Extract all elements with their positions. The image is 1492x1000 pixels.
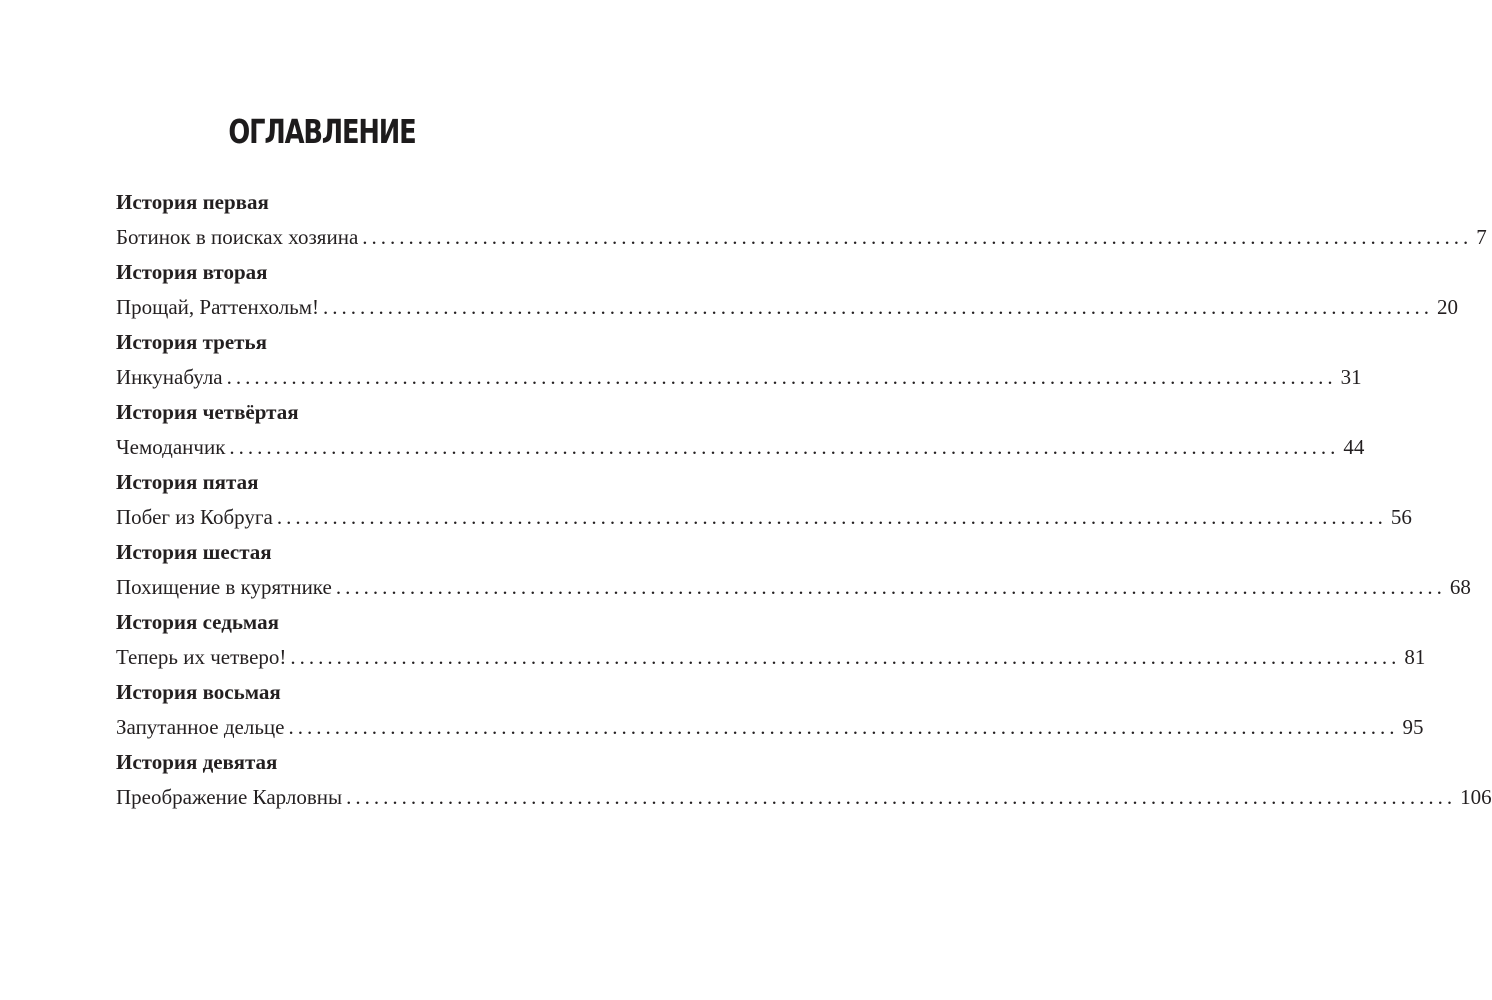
entry-title: Ботинок в поисках хозяина (116, 225, 359, 249)
toc-story (116, 185, 1487, 255)
table-of-contents (116, 185, 1492, 815)
story-heading: История четвёртая (116, 400, 299, 424)
page-number: 95 (1402, 715, 1424, 739)
page-number: 44 (1343, 435, 1365, 459)
toc-story (116, 675, 1424, 745)
story-heading: История вторая (116, 260, 268, 284)
page-number: 106 (1460, 785, 1492, 809)
dot-leader: ........................................................................................................................ (276, 505, 1387, 529)
page-number: 7 (1476, 225, 1487, 249)
toc-entry[interactable] (116, 220, 1487, 254)
story-heading: История девятая (116, 750, 278, 774)
toc-entry[interactable] (116, 570, 1471, 604)
toc-entry[interactable] (116, 290, 1459, 324)
page-number: 20 (1437, 295, 1459, 319)
toc-story (116, 745, 1492, 815)
story-heading: История восьмая (116, 680, 281, 704)
entry-title: Теперь их четверо! (116, 645, 287, 669)
page-number: 68 (1449, 575, 1471, 599)
dot-leader: ........................................................................................................................ (362, 225, 1473, 249)
toc-story (116, 395, 1365, 465)
toc-story (116, 605, 1426, 675)
dot-leader: ........................................................................................................................ (335, 575, 1446, 599)
story-heading: История седьмая (116, 610, 279, 634)
toc-entry[interactable] (116, 780, 1492, 814)
entry-title: Чемоданчик (116, 435, 226, 459)
dot-leader: ........................................................................................................................ (346, 785, 1457, 809)
toc-story (116, 255, 1459, 325)
dot-leader: ........................................................................................................................ (323, 295, 1434, 319)
toc-story (116, 465, 1412, 535)
story-heading: История третья (116, 330, 267, 354)
dot-leader: ........................................................................................................................ (226, 365, 1337, 389)
entry-title: Побег из Кобруга (116, 505, 273, 529)
dot-leader: ........................................................................................................................ (229, 435, 1340, 459)
page-number: 56 (1390, 505, 1412, 529)
story-heading: История шестая (116, 540, 272, 564)
dot-leader: ........................................................................................................................ (290, 645, 1401, 669)
entry-title: Преображение Карловны (116, 785, 343, 809)
dot-leader: ........................................................................................................................ (288, 715, 1399, 739)
entry-title: Запутанное дельце (116, 715, 285, 739)
toc-entry[interactable] (116, 360, 1362, 394)
page-title: ОГЛАВЛЕНИЕ (228, 112, 416, 151)
page-number: 81 (1404, 645, 1426, 669)
toc-entry[interactable] (116, 500, 1412, 534)
toc-entry[interactable] (116, 640, 1426, 674)
toc-entry[interactable] (116, 430, 1365, 464)
toc-story (116, 535, 1471, 605)
toc-entry[interactable] (116, 710, 1424, 744)
story-heading: История пятая (116, 470, 259, 494)
story-heading: История первая (116, 190, 269, 214)
entry-title: Инкунабула (116, 365, 223, 389)
entry-title: Похищение в курятнике (116, 575, 332, 599)
page-number: 31 (1340, 365, 1362, 389)
toc-story (116, 325, 1362, 395)
entry-title: Прощай, Раттенхольм! (116, 295, 320, 319)
